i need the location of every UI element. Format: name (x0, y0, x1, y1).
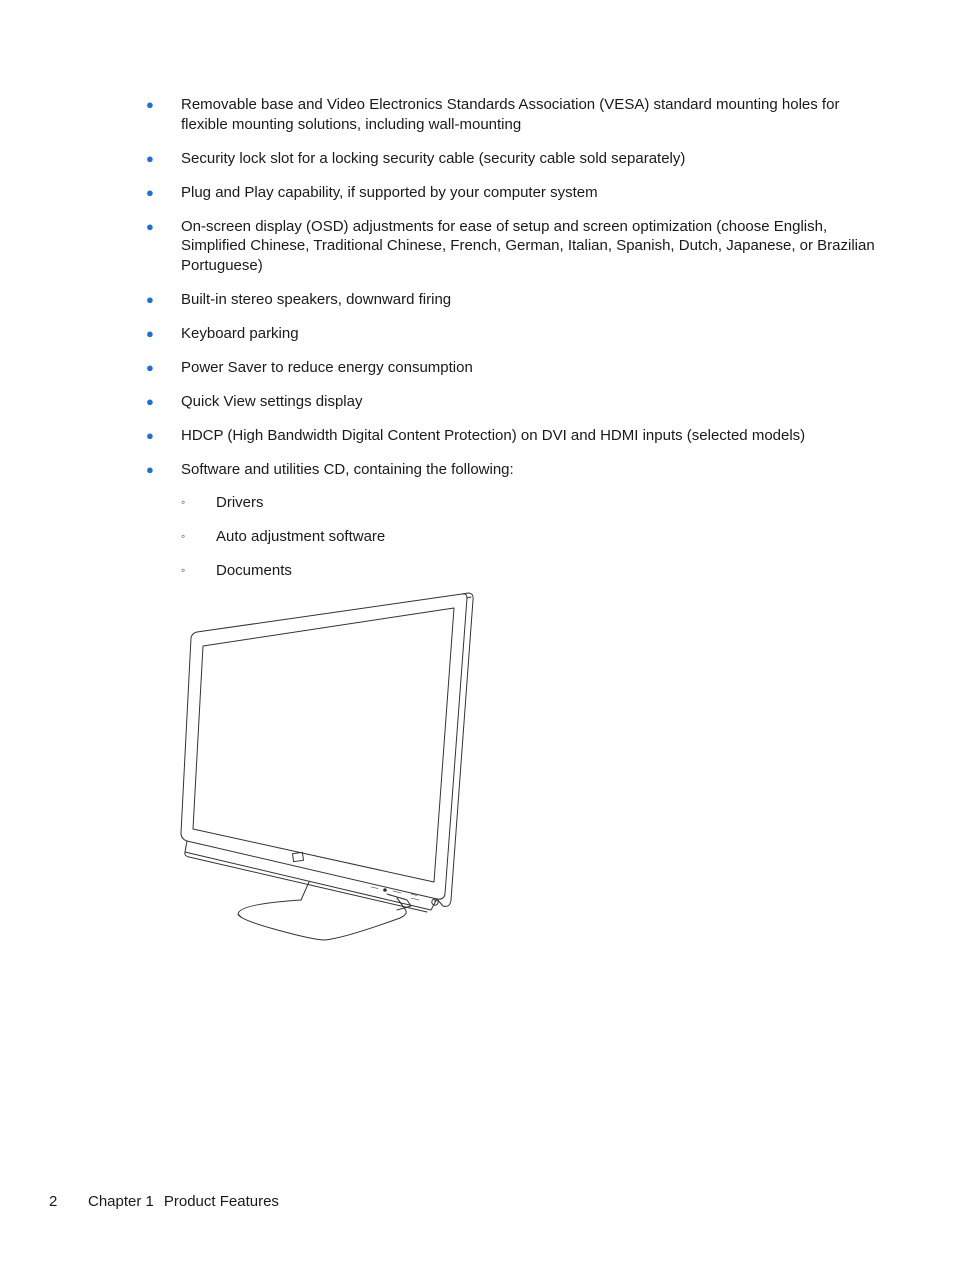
list-item (146, 290, 876, 310)
monitor-illustration (175, 588, 485, 948)
sub-list-item (181, 561, 876, 581)
chapter-label: Chapter 1 (88, 1193, 154, 1210)
feature-text: Software and utilities CD, containing the following: (181, 460, 514, 478)
feature-text: Removable base and Video Electronics Standards Association (VESA) standard mounting holes for flexible mounting solutions, including wall-mounting (181, 96, 840, 133)
chapter-title: Product Features (163, 1193, 279, 1210)
bullet-icon: ● (146, 359, 154, 375)
feature-text: Plug and Play capability, if supported by your computer system (181, 183, 598, 201)
list-item (146, 149, 876, 169)
circle-bullet-icon: ◦ (181, 495, 186, 509)
list-item (146, 460, 876, 581)
list-item (146, 95, 876, 134)
feature-list (146, 95, 876, 595)
list-item (146, 426, 876, 446)
cd-contents-list (181, 493, 876, 581)
sub-item-text: Documents (216, 562, 292, 579)
page-number: 2 (49, 1193, 58, 1210)
page-footer (49, 1192, 279, 1211)
feature-text: Built-in stereo speakers, downward firing (181, 290, 452, 308)
bullet-icon: ● (146, 461, 154, 477)
sub-item-text: Drivers (216, 494, 264, 511)
bullet-icon: ● (146, 427, 154, 443)
feature-text: HDCP (High Bandwidth Digital Content Protection) on DVI and HDMI inputs (selected models) (181, 426, 806, 444)
sub-item-text: Auto adjustment software (216, 528, 386, 545)
feature-text: Power Saver to reduce energy consumption (181, 358, 473, 376)
list-item (146, 183, 876, 203)
list-item (146, 217, 876, 276)
sub-list-item (181, 527, 876, 547)
bullet-icon: ● (146, 291, 154, 307)
circle-bullet-icon: ◦ (181, 563, 186, 577)
bullet-icon: ● (146, 325, 154, 341)
list-item (146, 358, 876, 378)
circle-bullet-icon: ◦ (181, 529, 186, 543)
feature-text: Security lock slot for a locking security cable (security cable sold separately) (181, 149, 686, 167)
sub-list-item (181, 493, 876, 513)
bullet-icon: ● (146, 150, 154, 166)
list-item (146, 324, 876, 344)
bullet-icon: ● (146, 393, 154, 409)
bullet-icon: ● (146, 184, 154, 200)
feature-text: On-screen display (OSD) adjustments for ease of setup and screen optimization (choose English, Simplified Chinese, Traditional Chinese, French, German, Italian, Spanish, Dutch, Japanese, or Brazilian Portuguese) (181, 217, 875, 274)
feature-text: Quick View settings display (181, 392, 363, 410)
bullet-icon: ● (146, 218, 154, 234)
bullet-icon: ● (146, 97, 154, 112)
feature-text: Keyboard parking (181, 324, 299, 342)
list-item (146, 392, 876, 412)
